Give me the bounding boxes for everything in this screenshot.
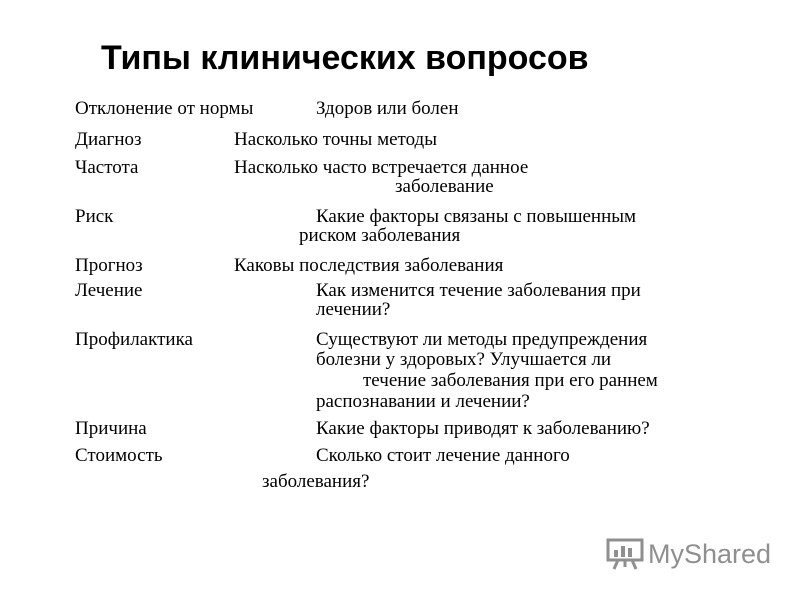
question-prognosis: Каковы последствия заболевания <box>234 255 504 276</box>
presentation-board-icon <box>606 538 644 570</box>
question-cause: Какие факторы приводят к заболеванию? <box>316 418 650 439</box>
term-frequency: Частота <box>75 157 139 178</box>
question-cost-line2: заболевания? <box>262 471 370 492</box>
question-diagnosis: Насколько точны методы <box>234 129 437 150</box>
term-diagnosis: Диагноз <box>75 129 142 150</box>
question-prevention-line3: течение заболевания при его раннем <box>363 370 658 391</box>
term-cost: Стоимость <box>75 445 163 466</box>
term-prognosis: Прогноз <box>75 255 143 276</box>
term-risk: Риск <box>75 206 114 227</box>
question-risk-line2: риском заболевания <box>299 225 461 246</box>
question-deviation: Здоров или болен <box>316 98 459 119</box>
question-prevention-line4: распознавании и лечении? <box>316 391 530 412</box>
question-prevention-line1: Существуют ли методы предупреждения <box>316 329 648 350</box>
question-treatment-line1: Как изменится течение заболевания при <box>316 280 641 301</box>
watermark-text: MyShared <box>648 539 772 569</box>
question-treatment-line2: лечении? <box>316 299 391 320</box>
question-prevention-line2: болезни у здоровых? Улучшается ли <box>316 349 612 370</box>
question-cost-line1: Сколько стоит лечение данного <box>316 445 570 466</box>
question-frequency-line2: заболевание <box>395 176 494 197</box>
question-risk-line1: Какие факторы связаны с повышенным <box>316 206 637 227</box>
term-prevention: Профилактика <box>75 329 193 350</box>
myshared-logo <box>606 538 771 570</box>
question-frequency-line1: Насколько часто встречается данное <box>234 157 529 178</box>
slide-title: Типы клинических вопросов <box>101 39 589 77</box>
term-deviation: Отклонение от нормы <box>75 98 254 119</box>
term-treatment: Лечение <box>75 280 143 301</box>
term-cause: Причина <box>75 418 147 439</box>
